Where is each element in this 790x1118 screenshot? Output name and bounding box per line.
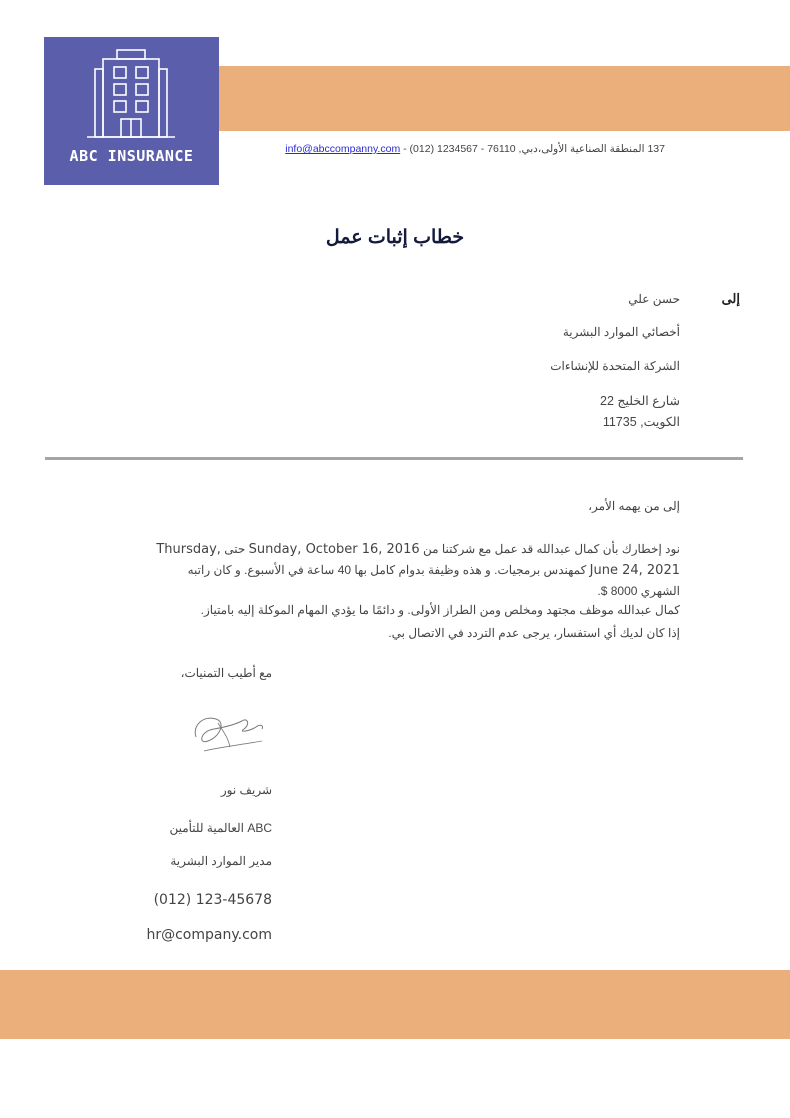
header-accent-band bbox=[219, 66, 790, 131]
body-intro: نود إخطارك بأن كمال عبدالله قد عمل مع شركتنا من bbox=[422, 542, 680, 556]
body-paragraph-3: إذا كان لديك أي استفسار، يرجى عدم التردد في الاتصال بي. bbox=[388, 626, 680, 640]
recipient-name: حسن علي bbox=[628, 292, 680, 306]
logo-wordmark: ABC INSURANCE bbox=[69, 147, 194, 165]
recipient-city: الكويت, 11735 bbox=[602, 415, 680, 429]
to-label: إلى bbox=[721, 291, 740, 306]
company-email-link[interactable]: info@abccompanny.com bbox=[285, 143, 401, 155]
body-role-salary: كمهندس برمجيات. و هذه وظيفة بدوام كامل بها 40 ساعة في الأسبوع. و كان راتبه الشهري 8000 $. bbox=[187, 563, 680, 598]
recipient-company: الشركة المتحدة للإنشاءات bbox=[550, 359, 680, 373]
recipient-street: شارع الخليج 22 bbox=[600, 394, 680, 408]
letter-body bbox=[150, 539, 680, 602]
signatory-company: ABC العالمية للتأمين bbox=[169, 821, 272, 835]
company-logo bbox=[44, 37, 219, 185]
signatory-name: شريف نور bbox=[220, 783, 272, 797]
section-divider bbox=[45, 457, 743, 460]
footer-accent-band bbox=[0, 970, 790, 1039]
until-word: حتى bbox=[224, 542, 246, 556]
body-paragraph-2: كمال عبدالله موظف مجتهد ومخلص ومن الطراز الأولى. و دائمًا ما يؤدي المهام الموكلة إليه بامتياز. bbox=[200, 603, 680, 617]
signatory-email[interactable]: hr@company.com bbox=[146, 927, 272, 943]
closing-line: مع أطيب التمنيات، bbox=[180, 666, 272, 680]
building-icon bbox=[81, 47, 181, 147]
document-title: خطاب إثبات عمل bbox=[325, 227, 465, 248]
signatory-title: مدير الموارد البشرية bbox=[170, 854, 272, 868]
company-contact-line bbox=[230, 143, 665, 155]
start-date: Sunday, October 16, 2016 bbox=[248, 542, 420, 557]
end-date: Thursday, June 24, 2021 bbox=[156, 542, 680, 578]
recipient-position: أخصائي الموارد البشرية bbox=[562, 325, 680, 339]
company-address: 137 المنطقة الصناعية الأولى،دبي, 76110 - 1234567 (012) - bbox=[403, 143, 665, 155]
signatory-phone: (012) 123-45678 bbox=[153, 892, 272, 908]
salutation: إلى من يهمه الأمر، bbox=[588, 499, 680, 513]
handwritten-signature bbox=[190, 707, 270, 757]
